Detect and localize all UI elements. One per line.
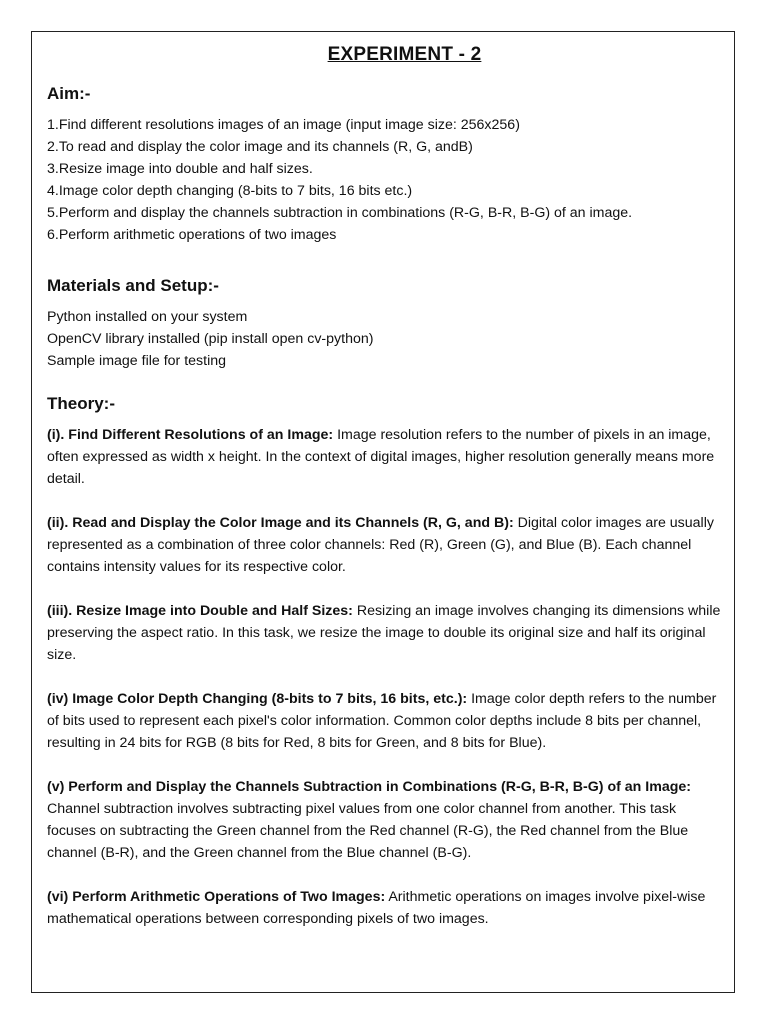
theory-item-heading: (i). Find Different Resolutions of an Image: [47, 427, 334, 443]
theory-item [47, 776, 722, 864]
materials-heading: Materials and Setup:- [47, 276, 219, 295]
aim-item: 5.Perform and display the channels subtraction in combinations (R-G, B-R, B-G) of an image. [47, 205, 633, 221]
aim-heading: Aim:- [47, 84, 91, 103]
aim-section [47, 84, 722, 246]
theory-item-body: Digital color images are usually represented as a combination of three color channels: Red (R), Green (G), and Blue (B). Each channel contains intensity values for its respective color. [47, 515, 714, 575]
materials-item: Sample image file for testing [47, 353, 227, 369]
theory-item [47, 424, 722, 490]
theory-item-body: Arithmetic operations on images involve pixel-wise mathematical operations between corresponding pixels of two images. [47, 889, 706, 927]
theory-item-heading: (ii). Read and Display the Color Image and its Channels (R, G, and B): [47, 515, 514, 531]
theory-item [47, 886, 722, 930]
aim-item: 4.Image color depth changing (8-bits to 7 bits, 16 bits etc.) [47, 183, 413, 199]
theory-item-heading: (v) Perform and Display the Channels Subtraction in Combinations (R-G, B-R, B-G) of an Image: [47, 779, 692, 795]
materials-item: Python installed on your system [47, 309, 248, 325]
aim-list [47, 114, 722, 246]
theory-item-body: Image color depth refers to the number of bits used to represent each pixel's color information. Common color depths include 8 bits per channel, resulting in 24 bits for RGB (8 bits for Red, 8 bits for Green, and 8 bits for Blue). [47, 691, 717, 751]
document-body [47, 44, 722, 952]
theory-section [47, 394, 722, 930]
theory-item-heading: (iii). Resize Image into Double and Half Sizes: [47, 603, 353, 619]
aim-item: 6.Perform arithmetic operations of two images [47, 227, 337, 243]
theory-item [47, 512, 722, 578]
materials-section [47, 276, 722, 372]
theory-item-body: Image resolution refers to the number of pixels in an image, often expressed as width x height. In the context of digital images, higher resolution generally means more detail. [47, 427, 715, 487]
aim-item: 1.Find different resolutions images of an image (input image size: 256x256) [47, 117, 520, 133]
aim-item: 3.Resize image into double and half sizes. [47, 161, 313, 177]
aim-item: 2.To read and display the color image and its channels (R, G, andB) [47, 139, 473, 155]
theory-item-body: Resizing an image involves changing its dimensions while preserving the aspect ratio. In this task, we resize the image to double its original size and half its original size. [47, 603, 721, 663]
theory-item-heading: (vi) Perform Arithmetic Operations of Two Images: [47, 889, 386, 905]
theory-item [47, 688, 722, 754]
theory-item-body: Channel subtraction involves subtracting pixel values from one color channel from another. This task focuses on subtracting the Green channel from the Red channel (R-G), the Red channel from the Blue channel (B-R), and the Green channel from the Blue channel (B-G). [47, 801, 689, 861]
theory-item [47, 600, 722, 666]
page-title: EXPERIMENT - 2 [327, 44, 482, 65]
materials-list [47, 306, 722, 372]
theory-item-heading: (iv) Image Color Depth Changing (8-bits to 7 bits, 16 bits, etc.): [47, 691, 468, 707]
materials-item: OpenCV library installed (pip install open cv-python) [47, 331, 374, 347]
theory-heading: Theory:- [47, 394, 115, 413]
